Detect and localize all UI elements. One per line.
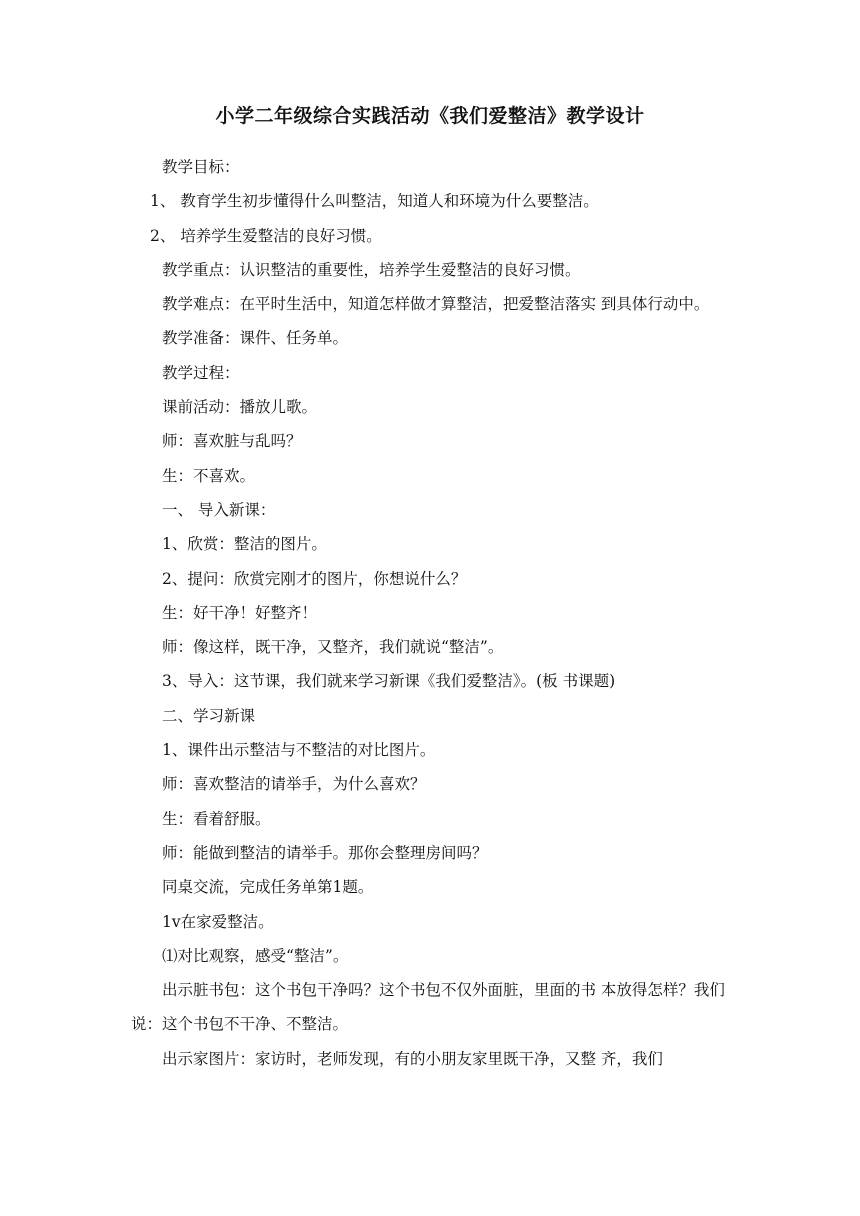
paragraph-body: 出示脏书包：这个书包干净吗？这个书包不仅外面脏，里面的书 本放得怎样？我们说：这个书包不干净、不整洁。	[131, 981, 725, 1034]
paragraph-dialog: 生：不喜欢。	[162, 466, 256, 485]
paragraph-dialog: 生：好干净！好整齐！	[162, 603, 318, 622]
paragraph-dialog: 师：能做到整洁的请举手。那你会整理房间吗？	[162, 843, 488, 862]
paragraph-goal-2: 2、 培养学生爱整洁的良好习惯。	[150, 226, 382, 245]
paragraph-process: 教学过程：	[162, 363, 240, 382]
document-body	[131, 150, 731, 1076]
paragraph-section-heading: 二、学习新课	[162, 706, 256, 725]
paragraph-preparation: 教学准备：课件、任务单。	[162, 329, 349, 348]
paragraph-section-heading: 一、 导入新课：	[162, 500, 276, 519]
paragraph-pre-class: 课前活动：播放儿歌。	[162, 398, 318, 417]
paragraph-subheading: 1v在家爱整洁。	[162, 912, 274, 931]
paragraph-dialog: 师：喜欢脏与乱吗？	[162, 432, 302, 451]
paragraph-step: 1、欣赏：整洁的图片。	[162, 535, 327, 554]
paragraph-dialog: 生：看着舒服。	[162, 809, 271, 828]
paragraph-step: 1、课件出示整洁与不整洁的对比图片。	[162, 741, 436, 760]
paragraph-step: 3、导入：这节课，我们就来学习新课《我们爱整洁》。(板 书课题)	[162, 672, 616, 691]
paragraph-key-point: 教学重点：认识整洁的重要性，培养学生爱整洁的良好习惯。	[162, 260, 581, 279]
paragraph-body: 出示家图片：家访时，老师发现，有的小朋友家里既干净，又整 齐，我们	[162, 1049, 663, 1068]
paragraph-dialog: 师：喜欢整洁的请举手，为什么喜欢？	[162, 775, 426, 794]
paragraph-step: 2、提问：欣赏完刚才的图片，你想说什么？	[162, 569, 467, 588]
paragraph-goal-1: 1、 教育学生初步懂得什么叫整洁，知道人和环境为什么要整洁。	[150, 192, 599, 211]
paragraph-dialog: 师：像这样，既干净，又整齐，我们就说“整洁”。	[162, 638, 504, 657]
paragraph-activity: 同桌交流，完成任务单第1题。	[162, 878, 374, 897]
paragraph-difficulty: 教学难点：在平时生活中，知道怎样做才算整洁，把爱整洁落实 到具体行动中。	[162, 295, 710, 314]
document-title: 小学二年级综合实践活动《我们爱整洁》教学设计	[215, 105, 645, 127]
paragraph-teaching-goals: 教学目标：	[162, 158, 240, 176]
paragraph-subheading: ⑴对比观察，感受“整洁”。	[162, 946, 349, 965]
